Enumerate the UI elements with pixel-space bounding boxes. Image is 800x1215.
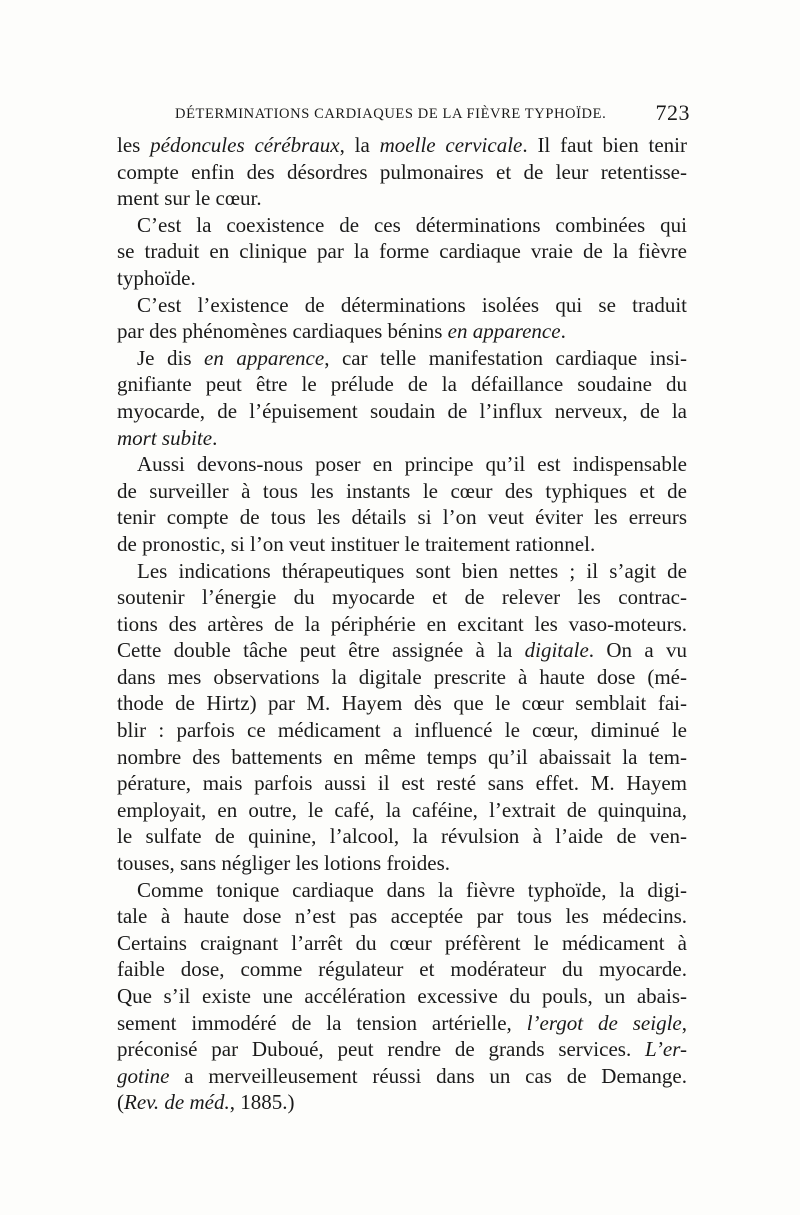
- italic-text: L’er-: [645, 1037, 687, 1062]
- text-segment: blir : parfois ce médicament a influencé le cœur, diminué le: [117, 718, 687, 743]
- text-line: [117, 212, 687, 239]
- text-segment: Comme tonique cardiaque dans la fièvre typhoïde, la digi-: [137, 877, 687, 902]
- text-line: [117, 371, 687, 398]
- text-segment: . On a vu: [588, 638, 687, 663]
- text-line: [117, 398, 687, 425]
- text-line: [117, 930, 687, 957]
- text-line: [117, 717, 687, 744]
- text-segment: le sulfate de quinine, l’alcool, la révulsion à l’aide de ven-: [117, 824, 687, 849]
- text-line: [117, 451, 687, 478]
- text-segment: C’est la coexistence de ces déterminations combinées qui: [137, 212, 687, 237]
- text-segment: de surveiller à tous les instants le cœur des typhiques et de: [117, 478, 687, 503]
- text-segment: thode de Hirtz) par M. Hayem dès que le cœur semblait fai-: [117, 691, 687, 716]
- text-segment: préconisé par Duboué, peut rendre de grands services.: [117, 1037, 646, 1062]
- text-segment: , car telle manifestation cardiaque insi-: [324, 345, 687, 370]
- text-line: [117, 132, 687, 159]
- text-segment: Aussi devons-nous poser en principe qu’il est indispensable: [137, 452, 687, 477]
- text-segment: Que s’il existe une accélération excessive du pouls, un abais-: [117, 984, 687, 1008]
- text-segment: .: [560, 319, 566, 344]
- text-segment: , la: [339, 133, 380, 157]
- text-segment: les: [117, 133, 151, 157]
- text-line: [117, 159, 687, 186]
- italic-text: Rev. de méd.: [124, 1090, 230, 1115]
- italic-text: moelle cervicale: [379, 133, 523, 157]
- text-line: [117, 1063, 687, 1090]
- text-segment: sement immodéré de la tension artérielle,: [117, 1010, 527, 1035]
- text-line: [117, 956, 687, 983]
- running-title: DÉTERMINATIONS CARDIAQUES DE LA FIÈVRE TYPHOÏDE.: [175, 106, 607, 122]
- text-line: [117, 797, 687, 824]
- text-segment: (: [117, 1090, 124, 1115]
- text-segment: tenir compte de tous les détails si l’on veut éviter les erreurs: [117, 505, 687, 530]
- text-line: [117, 425, 687, 452]
- text-segment: Cette double tâche peut être assignée à la: [117, 638, 525, 663]
- text-segment: myocarde, de l’épuisement soudain de l’influx nerveux, de la: [117, 398, 687, 423]
- text-segment: tions des artères de la périphérie en excitant les vaso-moteurs.: [117, 611, 687, 636]
- text-segment: tale à haute dose n’est pas acceptée par tous les médecins.: [117, 904, 687, 929]
- text-segment: Les indications thérapeutiques sont bien nettes ; il s’agit de: [137, 558, 687, 583]
- text-segment: se traduit en clinique par la forme cardiaque vraie de la fièvre: [117, 239, 687, 264]
- italic-text: digitale: [524, 638, 589, 663]
- text-line: [117, 850, 687, 877]
- text-line: [117, 478, 687, 505]
- text-segment: nombre des battements en même temps qu’il abaissait la tem-: [117, 744, 687, 769]
- text-line: [117, 504, 687, 531]
- page-header: [175, 100, 690, 130]
- text-line: [117, 185, 687, 212]
- text-segment: de pronostic, si l’on veut instituer le traitement rationnel.: [117, 531, 596, 556]
- text-segment: . Il faut bien tenir: [522, 133, 688, 157]
- text-segment: pérature, mais parfois aussi il est resté sans effet. M. Hayem: [117, 771, 687, 796]
- page-number: 723: [655, 100, 690, 125]
- text-segment: typhoïde.: [117, 265, 196, 290]
- text-line: [117, 265, 687, 292]
- text-segment: employait, en outre, le café, la caféine, l’extrait de quinquina,: [117, 797, 687, 822]
- text-segment: Certains craignant l’arrêt du cœur préfèrent le médicament à: [117, 930, 687, 955]
- body-text: [117, 132, 687, 1116]
- text-segment: .: [212, 425, 218, 450]
- text-line: [117, 611, 687, 638]
- text-line: [117, 1036, 687, 1063]
- text-line: [117, 531, 687, 558]
- italic-text: en apparence: [204, 345, 325, 370]
- text-line: [117, 823, 687, 850]
- text-segment: soutenir l’énergie du myocarde et de relever les contrac-: [117, 585, 687, 610]
- text-line: [117, 318, 687, 345]
- text-segment: compte enfin des désordres pulmonaires et de leur retentisse-: [117, 159, 687, 184]
- text-line: [117, 877, 687, 904]
- text-segment: a merveilleusement réussi dans un cas de Demange.: [169, 1063, 687, 1088]
- text-line: [117, 584, 687, 611]
- text-line: [117, 744, 687, 771]
- text-line: [117, 558, 687, 585]
- text-line: [117, 770, 687, 797]
- text-line: [117, 903, 687, 930]
- text-line: [117, 292, 687, 319]
- italic-text: en apparence: [447, 319, 561, 344]
- text-segment: C’est l’existence de déterminations isolées qui se traduit: [137, 292, 687, 317]
- text-line: [117, 1089, 687, 1116]
- text-line: [117, 664, 687, 691]
- italic-text: mort subite: [117, 425, 213, 450]
- text-segment: touses, sans négliger les lotions froides.: [117, 851, 451, 876]
- text-segment: par des phénomènes cardiaques bénins: [117, 319, 448, 344]
- text-segment: ,: [681, 1010, 687, 1035]
- italic-text: pédoncules cérébraux: [150, 133, 340, 157]
- text-line: [117, 238, 687, 265]
- text-segment: gnifiante peut être le prélude de la défaillance soudaine du: [117, 372, 687, 397]
- italic-text: l’ergot de seigle: [526, 1010, 682, 1035]
- text-line: [117, 690, 687, 717]
- text-segment: ment sur le cœur.: [117, 186, 262, 211]
- italic-text: gotine: [117, 1063, 170, 1088]
- text-segment: faible dose, comme régulateur et modérateur du myocarde.: [117, 957, 687, 982]
- text-line: [117, 983, 687, 1010]
- text-segment: dans mes observations la digitale prescrite à haute dose (mé-: [117, 664, 687, 689]
- text-line: [117, 1010, 687, 1037]
- text-segment: , 1885.): [229, 1090, 295, 1115]
- text-line: [117, 637, 687, 664]
- text-line: [117, 345, 687, 372]
- text-segment: Je dis: [137, 345, 205, 370]
